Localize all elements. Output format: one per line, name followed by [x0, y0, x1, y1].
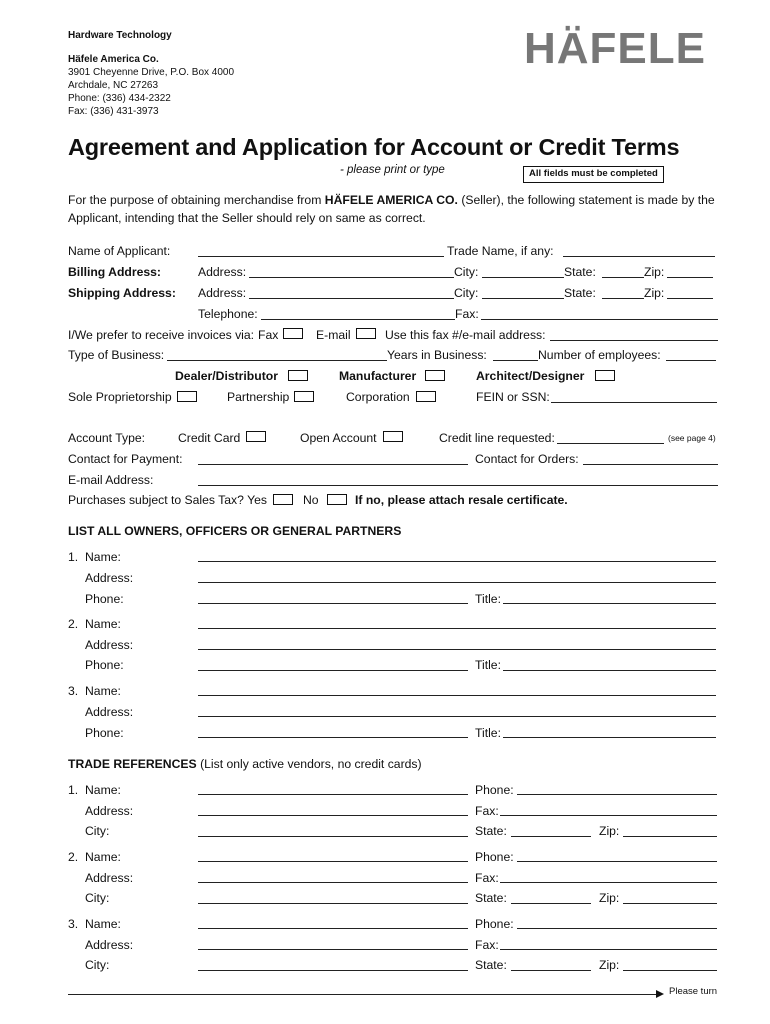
sales-tax-no-checkbox[interactable] — [327, 494, 347, 505]
reference-1-fax-label: Fax: — [475, 804, 499, 818]
owner-2-address-field[interactable] — [198, 649, 716, 650]
owner-3-phone-label: Phone: — [85, 726, 124, 740]
division-label: Hardware Technology — [68, 30, 172, 41]
reference-2-city-field[interactable] — [198, 903, 468, 904]
company-fax: Fax: (336) 431-3973 — [68, 106, 159, 117]
intro-text-2: (Seller), the following statement is made by the Applicant, intending that the Seller should rely on same as correct. — [68, 193, 715, 225]
invoice-fax-checkbox[interactable] — [283, 328, 303, 339]
owner-2-phone-field[interactable] — [198, 670, 468, 671]
reference-2-state-label: State: — [475, 891, 507, 905]
reference-3-fax-field[interactable] — [500, 949, 717, 950]
reference-3-state-field[interactable] — [511, 970, 591, 971]
business-type-field[interactable] — [167, 360, 387, 361]
partnership-label: Partnership — [227, 390, 290, 404]
reference-3-state-label: State: — [475, 958, 507, 972]
form-title: Agreement and Application for Account or Credit Terms — [68, 134, 680, 160]
reference-2-fax-label: Fax: — [475, 871, 499, 885]
billing-city-field[interactable] — [482, 277, 564, 278]
reference-1-address-label: Address: — [85, 804, 134, 818]
billing-zip-field[interactable] — [667, 277, 713, 278]
invoice-email-checkbox[interactable] — [356, 328, 376, 339]
intro-company: HÄFELE AMERICA CO. — [324, 193, 458, 207]
invoice-preference-label: I/We prefer to receive invoices via: — [68, 328, 255, 342]
invoice-address-field[interactable] — [550, 340, 718, 341]
reference-3-address-label: Address: — [85, 938, 134, 952]
shipping-zip-label: Zip: — [644, 286, 665, 300]
invoice-address-label: Use this fax #/e-mail address: — [385, 328, 546, 342]
reference-1-name-field[interactable] — [198, 794, 468, 795]
reference-3-name-field[interactable] — [198, 928, 468, 929]
resale-certificate-note: If no, please attach resale certificate. — [355, 493, 568, 507]
owner-1-title-label: Title: — [475, 592, 501, 606]
owner-3-address-field[interactable] — [198, 716, 716, 717]
owner-3-address-label: Address: — [85, 705, 134, 719]
email-address-label: E-mail Address: — [68, 473, 154, 487]
reference-1-phone-label: Phone: — [475, 783, 514, 797]
owner-2-phone-label: Phone: — [85, 658, 124, 672]
shipping-state-field[interactable] — [602, 298, 644, 299]
business-type-label: Type of Business: — [68, 348, 165, 362]
credit-line-field[interactable] — [557, 443, 664, 444]
billing-street-label: Address: — [198, 265, 247, 279]
owner-3-number: 3. — [68, 684, 79, 698]
reference-1-city-field[interactable] — [198, 836, 468, 837]
email-address-field[interactable] — [198, 485, 718, 486]
references-heading-note: (List only active vendors, no credit cards) — [200, 757, 422, 771]
reference-3-city-label: City: — [85, 958, 110, 972]
owner-2-name-field[interactable] — [198, 628, 716, 629]
owners-heading: LIST ALL OWNERS, OFFICERS OR GENERAL PARTNERS — [68, 524, 402, 538]
owner-1-address-label: Address: — [85, 571, 134, 585]
reference-1-number: 1. — [68, 783, 79, 797]
credit-card-checkbox[interactable] — [246, 431, 266, 442]
invoice-email-label: E-mail — [316, 328, 351, 342]
arrow-right-icon — [656, 990, 664, 998]
billing-street-field[interactable] — [249, 277, 454, 278]
owner-1-phone-field[interactable] — [198, 603, 468, 604]
reference-3-name-label: Name: — [85, 917, 121, 931]
owner-3-title-label: Title: — [475, 726, 501, 740]
owner-2-number: 2. — [68, 617, 79, 631]
credit-card-label: Credit Card — [178, 431, 241, 445]
sole-proprietorship-checkbox[interactable] — [177, 391, 197, 402]
sole-proprietorship-label: Sole Proprietorship — [68, 390, 172, 404]
shipping-city-field[interactable] — [482, 298, 564, 299]
billing-address-label: Billing Address: — [68, 265, 161, 279]
partnership-checkbox[interactable] — [294, 391, 314, 402]
fax-label: Fax: — [455, 307, 479, 321]
reference-2-address-label: Address: — [85, 871, 134, 885]
form-subtitle: - please print or type — [340, 164, 445, 176]
manufacturer-checkbox[interactable] — [425, 370, 445, 381]
footer-rule — [68, 994, 656, 995]
reference-3-fax-label: Fax: — [475, 938, 499, 952]
company-phone: Phone: (336) 434-2322 — [68, 93, 171, 104]
intro-text-1: For the purpose of obtaining merchandise from — [68, 193, 325, 207]
references-heading-title: TRADE REFERENCES — [68, 757, 197, 771]
reference-2-name-label: Name: — [85, 850, 121, 864]
reference-3-zip-field[interactable] — [623, 970, 717, 971]
shipping-address-label: Shipping Address: — [68, 286, 176, 300]
owner-1-address-field[interactable] — [198, 582, 716, 583]
company-name: Häfele America Co. — [68, 54, 159, 65]
dealer-checkbox[interactable] — [288, 370, 308, 381]
reference-2-fax-field[interactable] — [500, 882, 717, 883]
contact-orders-field[interactable] — [583, 464, 718, 465]
reference-1-state-label: State: — [475, 824, 507, 838]
telephone-field[interactable] — [261, 319, 455, 320]
billing-state-field[interactable] — [602, 277, 644, 278]
reference-3-phone-field[interactable] — [517, 928, 717, 929]
reference-1-phone-field[interactable] — [517, 794, 717, 795]
company-address-1: 3901 Cheyenne Drive, P.O. Box 4000 — [68, 67, 235, 78]
intro-paragraph — [68, 192, 730, 227]
employees-field[interactable] — [666, 360, 716, 361]
owner-2-title-field[interactable] — [503, 670, 716, 671]
reference-3-number: 3. — [68, 917, 79, 931]
owner-3-phone-field[interactable] — [198, 737, 468, 738]
company-address-2: Archdale, NC 27263 — [68, 80, 159, 91]
contact-payment-field[interactable] — [198, 464, 468, 465]
reference-2-city-label: City: — [85, 891, 110, 905]
owner-2-title-label: Title: — [475, 658, 501, 672]
years-in-business-label: Years in Business: — [387, 348, 487, 362]
owner-1-number: 1. — [68, 550, 79, 564]
reference-2-address-field[interactable] — [198, 882, 468, 883]
reference-3-city-field[interactable] — [198, 970, 468, 971]
fax-field[interactable] — [481, 319, 718, 320]
sales-tax-no-label: No — [303, 493, 319, 507]
billing-zip-label: Zip: — [644, 265, 665, 279]
reference-3-phone-label: Phone: — [475, 917, 514, 931]
reference-2-name-field[interactable] — [198, 861, 468, 862]
trade-name-field[interactable] — [563, 256, 715, 257]
owner-1-name-field[interactable] — [198, 561, 716, 562]
hafele-logo: HÄFELE — [524, 24, 706, 73]
shipping-city-label: City: — [454, 286, 479, 300]
credit-line-label: Credit line requested: — [439, 431, 555, 445]
reference-1-zip-field[interactable] — [623, 836, 717, 837]
see-page-note: (see page 4) — [668, 433, 716, 443]
applicant-name-field[interactable] — [198, 256, 444, 257]
architect-label: Architect/Designer — [476, 369, 585, 383]
corporation-label: Corporation — [346, 390, 410, 404]
reference-1-fax-field[interactable] — [500, 815, 717, 816]
reference-2-phone-label: Phone: — [475, 850, 514, 864]
trade-name-label: Trade Name, if any: — [447, 244, 554, 258]
open-account-label: Open Account — [300, 431, 377, 445]
applicant-name-label: Name of Applicant: — [68, 244, 171, 258]
references-heading — [68, 758, 422, 770]
telephone-label: Telephone: — [198, 307, 258, 321]
years-in-business-field[interactable] — [493, 360, 538, 361]
owner-3-name-label: Name: — [85, 684, 121, 698]
shipping-zip-field[interactable] — [667, 298, 713, 299]
owner-1-name-label: Name: — [85, 550, 121, 564]
please-turn-label: Please turn — [669, 986, 718, 997]
reference-1-zip-label: Zip: — [599, 824, 620, 838]
owner-1-title-field[interactable] — [503, 603, 716, 604]
dealer-label: Dealer/Distributor — [175, 369, 278, 383]
shipping-street-label: Address: — [198, 286, 247, 300]
reference-3-address-field[interactable] — [198, 949, 468, 950]
billing-state-label: State: — [564, 265, 596, 279]
reference-1-name-label: Name: — [85, 783, 121, 797]
reference-2-zip-label: Zip: — [599, 891, 620, 905]
invoice-fax-label: Fax — [258, 328, 279, 342]
reference-1-address-field[interactable] — [198, 815, 468, 816]
owner-3-title-field[interactable] — [503, 737, 716, 738]
open-account-checkbox[interactable] — [383, 431, 403, 442]
reference-2-number: 2. — [68, 850, 79, 864]
corporation-checkbox[interactable] — [416, 391, 436, 402]
reference-1-city-label: City: — [85, 824, 110, 838]
owner-2-name-label: Name: — [85, 617, 121, 631]
billing-city-label: City: — [454, 265, 479, 279]
shipping-state-label: State: — [564, 286, 596, 300]
fein-field[interactable] — [551, 402, 717, 403]
reference-3-zip-label: Zip: — [599, 958, 620, 972]
reference-2-state-field[interactable] — [511, 903, 591, 904]
employees-label: Number of employees: — [538, 348, 661, 362]
manufacturer-label: Manufacturer — [339, 369, 417, 383]
sales-tax-yes-checkbox[interactable] — [273, 494, 293, 505]
reference-2-zip-field[interactable] — [623, 903, 717, 904]
shipping-street-field[interactable] — [249, 298, 454, 299]
all-fields-note: All fields must be completed — [523, 166, 664, 183]
contact-payment-label: Contact for Payment: — [68, 452, 183, 466]
reference-1-state-field[interactable] — [511, 836, 591, 837]
account-type-label: Account Type: — [68, 431, 146, 445]
fein-label: FEIN or SSN: — [476, 390, 550, 404]
owner-1-phone-label: Phone: — [85, 592, 124, 606]
contact-orders-label: Contact for Orders: — [475, 452, 579, 466]
sales-tax-label: Purchases subject to Sales Tax? Yes — [68, 493, 267, 507]
owner-2-address-label: Address: — [85, 638, 134, 652]
owner-3-name-field[interactable] — [198, 695, 716, 696]
architect-checkbox[interactable] — [595, 370, 615, 381]
reference-2-phone-field[interactable] — [517, 861, 717, 862]
